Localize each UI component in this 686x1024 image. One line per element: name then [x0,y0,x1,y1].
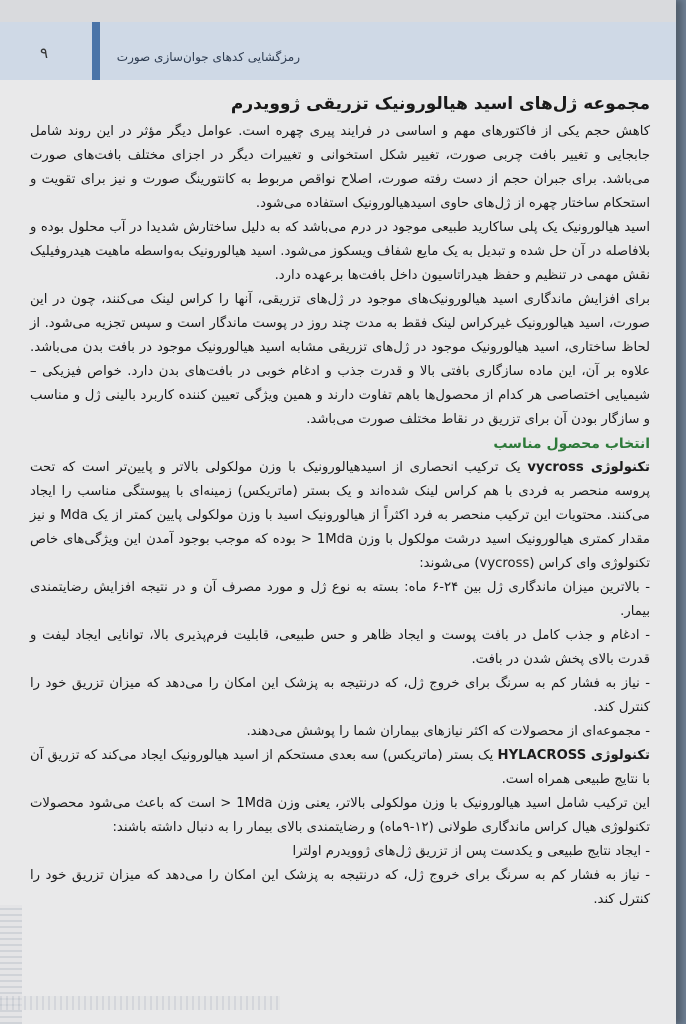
vycross-intro [30,456,650,576]
hylacross-text: این ترکیب شامل اسید هیالورونیک با وزن مولکولی بالاتر، یعنی وزن 1Mda < است که باعث می‌شود محصولات تکنولوژی هیال کراس ماندگاری طولانی (۱۲-۹ماه) و رضایتمندی بالای بیمار را به دنبال داشته باشند: [30,796,650,835]
subheading-product-selection: انتخاب محصول مناسب [493,436,650,452]
vycross-intro-text: یک ترکیب انحصاری از اسیدهیالورونیک با وزن مولکولی بالاتر و پایین‌تر است که تحت پروسه منحصر به فردی با هم کراس لینک شده‌اند و یک بستر (ماتریکس) زمینه‌ای با پیوستگی مناسب را ایجاد می‌کنند. محتویات این ترکیب منحصر به فرد اکثراً از هیالورونیک اسید با وزن مولکولی پایین کمتر از یک Mda و نیز مقدار کمتری هیالورونیک اسید درشت مولکول با وزن 1Mda < بوده که موجب بوجود آمدن این ویژگی‌های خاص تکنولوژی وای کراس (vycross) می‌شوند: [30,460,650,571]
section-title: مجموعه ژل‌های اسید هیالورونیک تزریقی ژوویدرم [230,94,650,114]
paragraph-hyaluronic-acid: اسید هیالورونیک یک پلی ساکارید طبیعی موجود در درم می‌باشد که به دلیل ساختارش شدیدا در آب محلول بوده و بلافاصله در آن حل شده و تبدیل به یک مایع شفاف ویسکوز می‌شود. اسید هیالورونیک به‌واسطه ماهیت هیدروفیلیک نقش مهمی در تنظیم و حفظ هیدراتاسیون داخل بافت‌ها برعهده دارد. [30,220,650,283]
running-title: رمزگشایی کدهای جوان‌سازی صورت [116,50,300,64]
hylacross-label: تکنولوژی HYLACROSS [497,748,651,763]
hylacross-bullet: - ایجاد نتایج طبیعی و یکدست پس از تزریق ژل‌های ژوویدرم اولترا [292,844,650,859]
hylacross-intro [30,744,650,792]
hylacross-intro-text: یک بستر (ماتریکس) سه بعدی مستحکم از اسید هیالورونیک ایجاد می‌کند که تزریق آن با نتایج طبیعی همراه است. [30,748,650,787]
vycross-bullet: - ادغام و جذب کامل در بافت پوست و ایجاد ظاهر و حس طبیعی، قابلیت فرم‌پذیری بالا، توانایی ایجاد لیفت و قدرت بالای پخش شدن در بافت. [30,628,650,667]
vycross-bullet: - نیاز به فشار کم به سرنگ برای خروج ژل، که درنتیجه به پزشک این امکان را می‌دهد که میزان تزریق خود را کنترل کند. [30,676,650,715]
header-accent-bar [92,22,100,80]
page-top-edge [0,0,676,22]
paragraph-crosslinking: برای افزایش ماندگاری اسید هیالورونیک‌های موجود در ژل‌های تزریقی، آنها را کراس لینک می‌کنند، چون در این صورت، اسید هیالورونیک غیرکراس لینک فقط به مدت چند روز در پوست ماندگار است و سپس تجزیه می‌شود. از لحاظ ساختاری، اسید هیالورونیک موجود در ژل‌های تزریقی مشابه اسید هیالورونیک موجود در بافت بدن می‌باشد. علاوه بر آن، این ماده سازگاری بافتی بالا و قدرت جذب و ادغام خوبی در بافت‌های بدن دارد. خواص فیزیکی – شیمیایی اختصاصی هر کدام از محصول‌ها باهم تفاوت دارند و همین ویژگی تعیین کننده کاربرد بالینی ژل و مناسب و سازگار بودن آن برای تزریق در نقاط مختلف صورت می‌باشد. [30,292,650,427]
running-header [0,22,676,80]
page-body [30,90,650,912]
page-number: ۹ [40,44,49,62]
vycross-bullet: - بالاترین میزان ماندگاری ژل بین ۲۴-۶ ماه: بسته به نوع ژل و مورد مصرف آن و در نتیجه افزایش رضایتمندی بیمار. [30,580,650,619]
vycross-label: تکنولوژی vycross [527,460,650,475]
vycross-bullet: - مجموعه‌ای از محصولات که اکثر نیازهای بیماران شما را پوشش می‌دهند. [246,724,650,739]
hylacross-bullet: - نیاز به فشار کم به سرنگ برای خروج ژل، که درنتیجه به پزشک این امکان را می‌دهد که میزان تزریق خود را کنترل کند. [30,868,650,907]
paragraph-volume-loss: کاهش حجم یکی از فاکتورهای مهم و اساسی در فرایند پیری چهره است. عوامل دیگر مؤثر در این روند شامل جابجایی و تغییر بافت چربی صورت، تغییر شکل استخوانی و تغییرات دیگر در اجزای مختلف بافت‌های صورت می‌باشد. برای جبران حجم از دست رفته صورت، اصلاح نواقص مربوط به کانتورینگ صورت و نیز برای تقویت و استحکام ساختار چهره از ژل‌های حاوی اسیدهیالورونیک استفاده می‌شود. [30,124,650,211]
page-bottom-bleed [0,996,280,1010]
